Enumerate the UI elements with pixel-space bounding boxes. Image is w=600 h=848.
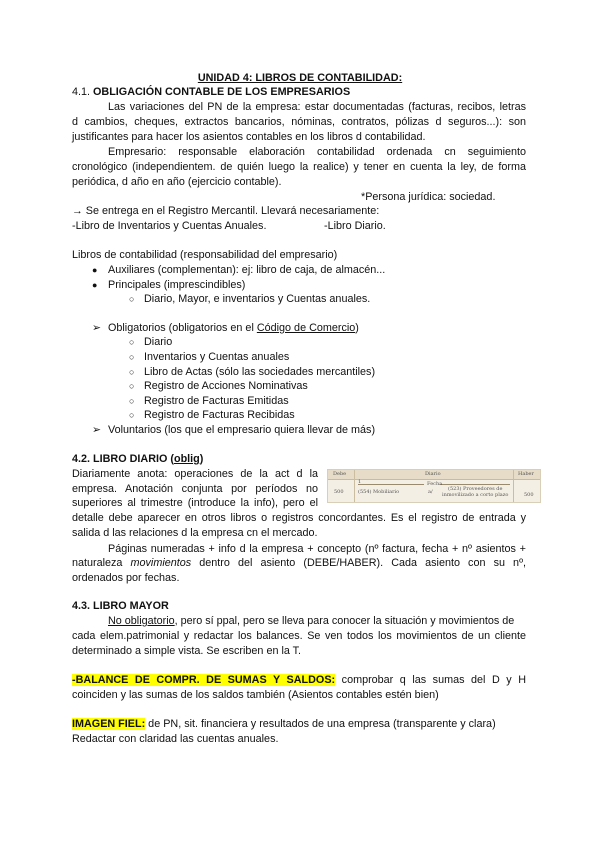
movimientos-emphasis: movimientos <box>130 557 192 569</box>
voluntarios-item: Voluntarios (los que el empresario quiera llevar de más) <box>108 424 376 436</box>
diario-row-number: 1 <box>358 479 362 485</box>
list-subitem: Libro de Actas (sólo las sociedades mercantiles) <box>144 366 376 378</box>
section-4-3-heading: 4.3. LIBRO MAYOR <box>72 600 169 612</box>
libro-diario-example-image <box>327 469 541 503</box>
oblig-link[interactable]: oblig <box>173 453 200 465</box>
paragraph-line: Redactar con claridad las cuentas anuales. <box>72 733 279 745</box>
mayor-text: , pero sí ppal, pero se lleva para conocer la situación y movimientos de <box>174 615 515 627</box>
list-item: Principales (imprescindibles) <box>108 279 246 291</box>
divider <box>513 470 514 502</box>
diario-col-debe: Debe <box>333 471 347 477</box>
paragraph-line <box>72 557 526 571</box>
paragraph-line: cronológico (independientem. de quién luego la realice) y tener en cuenta la ley, de forma <box>72 161 526 173</box>
diario-haber-account-line2: inmovilizado a corto plazo <box>442 492 509 498</box>
heading-suffix: ) <box>199 453 204 465</box>
bullet-circle-icon: ○ <box>129 367 135 377</box>
list-subitem: Inventarios y Cuentas anuales <box>144 351 290 363</box>
p2-text-a: naturaleza <box>72 557 131 569</box>
list-item: Auxiliares (complementan): ej: libro de caja, de almacén... <box>108 264 386 276</box>
diario-haber-value: 500 <box>524 492 534 498</box>
paragraph-line: superiores al trimestre (introduce la info), pero el <box>72 497 318 509</box>
bullet-dot-icon: ● <box>92 265 98 275</box>
section-4-2-heading <box>72 453 203 466</box>
paragraph-line: cada elem.patrimonial y redactar los balances. Se ven todos los movimientos de un cliente <box>72 630 526 642</box>
paragraph-line: Las variaciones del PN de la empresa: estar documentadas (facturas, recibos, letras <box>108 101 526 113</box>
divider <box>358 484 424 485</box>
bullet-circle-icon: ○ <box>129 337 135 347</box>
list-subitem: Registro de Facturas Recibidas <box>144 409 295 421</box>
diario-haber-account: (523) Proveedores de <box>448 486 503 492</box>
paragraph-line: coinciden y las sumas de los saldos también (Asientos contables estén bien) <box>72 689 439 701</box>
list-intro: Libros de contabilidad (responsabilidad del empresario) <box>72 249 338 261</box>
paragraph-line: d cambios, cheques, extractos bancarios, nóminas, contratos, pólizas d seguros...): son <box>72 116 526 128</box>
paragraph-line: detalle debe aparecer en otros libros o registros concordantes. Es el registro de entrada y <box>72 512 526 524</box>
balance-text: comprobar q las sumas del D y H <box>335 674 526 686</box>
bullet-circle-icon: ○ <box>129 396 135 406</box>
arrowhead-bullet-icon: ➢ <box>92 424 102 436</box>
bullet-circle-icon: ○ <box>129 294 135 304</box>
section-4-1-heading <box>72 86 350 99</box>
oblig-suffix: ) <box>355 322 359 334</box>
divider <box>440 484 510 485</box>
libro-diario-item: -Libro Diario. <box>324 220 386 232</box>
list-subitem: Diario <box>144 336 173 348</box>
balance-line <box>72 674 526 688</box>
diario-a-marker: a/ <box>428 489 433 495</box>
diario-debe-account: (554) Mobiliario <box>358 489 400 495</box>
registro-mercantil-line <box>72 205 379 218</box>
diario-col-diario: Diario <box>425 471 441 477</box>
paragraph-line: periódica, d año en año (ejercicio contable). <box>72 176 282 188</box>
list-subitem: Diario, Mayor, e inventarios y Cuentas anuales. <box>144 293 371 305</box>
paragraph-line: Diariamente anota: operaciones de la act d la <box>72 468 318 480</box>
paragraph-line: salida d las relaciones d la empresa cn el mercado. <box>72 527 318 539</box>
section-title: OBLIGACIÓN CONTABLE DE LOS EMPRESARIOS <box>93 86 351 98</box>
list-subitem: Registro de Facturas Emitidas <box>144 395 289 407</box>
codigo-comercio-link[interactable]: Código de Comercio <box>256 322 356 334</box>
paragraph-line: Páginas numeradas + info d la empresa + concepto (nº factura, fecha + nº asientos + <box>108 543 526 555</box>
page-title: UNIDAD 4: LIBROS DE CONTABILIDAD: <box>197 72 403 84</box>
paragraph-line: ordenados por fechas. <box>72 572 180 584</box>
heading-prefix: 4.2. LIBRO DIARIO ( <box>72 453 174 465</box>
paragraph-line: Empresario: responsable elaboración contabilidad ordenada cn seguimiento <box>108 146 526 158</box>
diario-debe-value: 500 <box>334 489 344 495</box>
arrowhead-bullet-icon: ➢ <box>92 322 102 334</box>
bullet-circle-icon: ○ <box>129 352 135 362</box>
bullet-circle-icon: ○ <box>129 381 135 391</box>
obligatorios-item <box>108 322 359 335</box>
diario-col-haber: Haber <box>518 471 534 477</box>
list-subitem: Registro de Acciones Nominativas <box>144 380 308 392</box>
balance-highlight: -BALANCE DE COMPR. DE SUMAS Y SALDOS: <box>72 674 336 686</box>
arrow-line-text: Se entrega en el Registro Mercantil. Llevará necesariamente: <box>85 205 380 217</box>
right-arrow-icon: → <box>72 205 83 217</box>
imagen-fiel-line <box>72 718 496 731</box>
paragraph-line: justificantes para hacer los asientos contables en los libros d contabilidad. <box>72 131 426 143</box>
paragraph-line <box>108 615 514 628</box>
imagen-fiel-highlight: IMAGEN FIEL: <box>72 718 146 730</box>
bullet-circle-icon: ○ <box>129 410 135 420</box>
section-number: 4.1. <box>72 86 91 98</box>
paragraph-line: determinado a simple vista. Se escriben en la T. <box>72 645 302 657</box>
paragraph-line: empresa. Anotación conjunta por períodos no <box>72 483 318 495</box>
footnote-persona-juridica: *Persona jurídica: sociedad. <box>361 191 496 203</box>
oblig-prefix: Obligatorios (obligatorios en el <box>108 322 257 334</box>
p2-text-b: dentro del asiento (DEBE/HABER). Cada asiento con su nº, <box>191 557 527 569</box>
divider <box>354 470 355 502</box>
no-obligatorio-link[interactable]: No obligatorio <box>108 615 175 627</box>
diario-row-fecha: Fecha <box>427 481 443 487</box>
imagen-fiel-text: de PN, sit. financiera y resultados de una empresa (transparente y clara) <box>145 718 496 730</box>
bullet-dot-icon: ● <box>92 280 98 290</box>
libro-inventarios-item: -Libro de Inventarios y Cuentas Anuales. <box>72 220 267 232</box>
